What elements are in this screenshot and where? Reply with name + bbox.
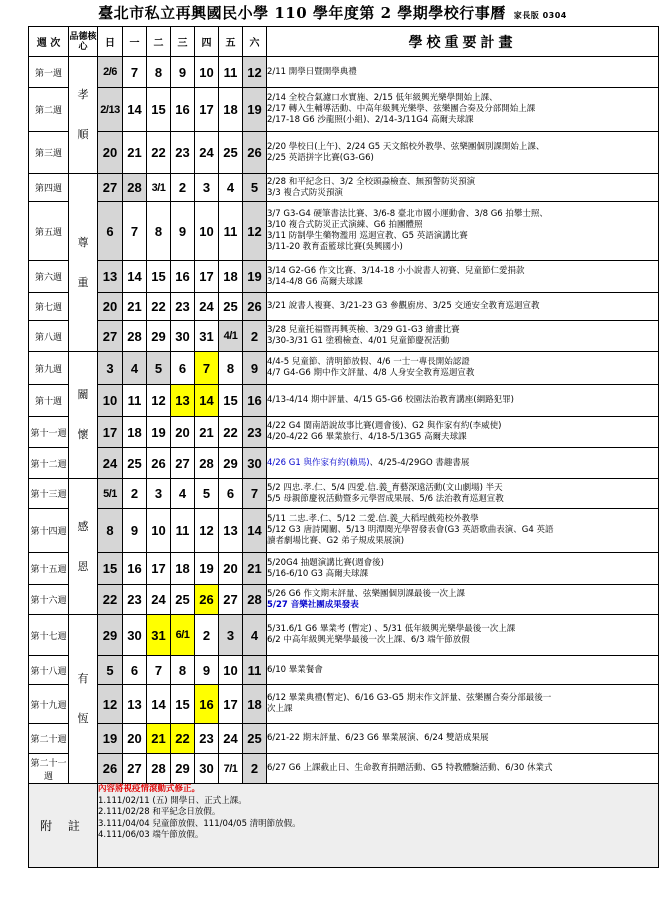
plan-line: 2/17 轉入生輔導活動、中高年級興光樂學、弦樂團合奏及分部開始上課 — [267, 104, 536, 114]
virtue-core — [69, 615, 98, 784]
date-cell: 11 — [171, 509, 195, 553]
date-cell: 20 — [219, 553, 243, 585]
date-cell: 8 — [219, 352, 243, 385]
week-row — [29, 685, 659, 724]
virtue-char: 尊 — [77, 235, 89, 249]
week-label: 第四週 — [29, 174, 69, 202]
plan-header: 學校重要計畫 — [267, 27, 659, 57]
week-label: 第十九週 — [29, 685, 69, 724]
plan-cell — [267, 174, 659, 202]
plan-line: 6/2 中高年級興光樂學最後一次上課、6/3 端午節放假 — [267, 635, 470, 645]
date-cell: 11 — [243, 656, 267, 685]
date-cell: 22 — [98, 585, 123, 615]
date-cell: 25 — [171, 585, 195, 615]
date-cell: 28 — [147, 754, 171, 784]
calendar-body — [29, 57, 659, 784]
date-cell: 30 — [123, 615, 147, 656]
week-row — [29, 174, 659, 202]
date-cell: 6 — [98, 202, 123, 261]
date-cell: 16 — [123, 553, 147, 585]
date-cell: 30 — [195, 754, 219, 784]
plan-cell — [267, 448, 659, 479]
week-row — [29, 553, 659, 585]
date-cell: 6/1 — [171, 615, 195, 656]
date-cell: 29 — [219, 448, 243, 479]
date-cell: 24 — [147, 585, 171, 615]
plan-line: 5/5 母親節慶祝活動暨多元學習成果展、5/6 法治教育巡迴宣教 — [267, 493, 504, 504]
date-cell: 20 — [123, 724, 147, 754]
date-cell: 16 — [195, 685, 219, 724]
date-cell: 29 — [147, 321, 171, 352]
date-cell: 19 — [243, 88, 267, 132]
virtue-char: 恩 — [77, 559, 89, 573]
week-label: 第八週 — [29, 321, 69, 352]
date-cell: 9 — [171, 202, 195, 261]
date-cell: 2 — [243, 321, 267, 352]
date-cell: 18 — [123, 417, 147, 448]
plan-cell — [267, 202, 659, 261]
school-calendar-table — [28, 26, 659, 868]
date-cell: 7/1 — [219, 754, 243, 784]
plan-cell — [267, 385, 659, 417]
header-row — [29, 27, 659, 57]
week-row — [29, 754, 659, 784]
date-cell: 3 — [147, 479, 171, 509]
plan-line: 5/16-6/10 G3 高爾夫球課 — [267, 568, 369, 579]
date-cell: 5 — [98, 656, 123, 685]
calendar-title — [0, 4, 665, 25]
week-header: 週 次 — [29, 27, 69, 57]
virtue-core — [69, 57, 98, 174]
week-row — [29, 448, 659, 479]
date-cell: 21 — [123, 132, 147, 174]
virtue-core — [69, 479, 98, 615]
date-cell: 16 — [171, 88, 195, 132]
week-label: 第五週 — [29, 202, 69, 261]
plan-line: 6/10 畢業餐會 — [267, 664, 323, 675]
date-cell: 6 — [123, 656, 147, 685]
date-cell: 14 — [195, 385, 219, 417]
virtue-char: 恆 — [77, 712, 89, 725]
week-row — [29, 509, 659, 553]
week-row — [29, 202, 659, 261]
day-header-wed: 三 — [171, 27, 195, 57]
week-row — [29, 321, 659, 352]
date-cell: 2/13 — [98, 88, 123, 132]
date-cell: 11 — [219, 202, 243, 261]
date-cell: 22 — [147, 293, 171, 321]
plan-line: 4/7 G4-G6 期中作文評量、4/8 人身安全教育巡迴宣教 — [267, 368, 475, 378]
date-cell: 14 — [147, 685, 171, 724]
day-header-sun: 日 — [98, 27, 123, 57]
notes-content — [98, 784, 659, 868]
date-cell: 24 — [98, 448, 123, 479]
week-row — [29, 57, 659, 88]
plan-line: 5/20G4 抽題演講比賽(週會後) — [267, 557, 384, 568]
date-cell: 20 — [98, 293, 123, 321]
date-cell: 29 — [171, 754, 195, 784]
date-cell: 25 — [219, 293, 243, 321]
note-item: 1.111/02/11 (五) 開學日、正式上課。 — [98, 795, 247, 806]
virtue-core — [69, 174, 98, 352]
week-row — [29, 585, 659, 615]
date-cell: 3 — [98, 352, 123, 385]
date-cell: 12 — [243, 202, 267, 261]
date-cell: 17 — [219, 685, 243, 724]
date-cell: 15 — [147, 88, 171, 132]
date-cell: 3 — [195, 174, 219, 202]
date-cell: 16 — [171, 261, 195, 293]
date-cell: 19 — [243, 261, 267, 293]
date-cell: 14 — [123, 88, 147, 132]
plan-line: 3/11-20 教育盃籃球比賽(吳興國小) — [267, 242, 403, 252]
date-cell: 16 — [243, 385, 267, 417]
date-cell: 5 — [147, 352, 171, 385]
date-cell: 5 — [195, 479, 219, 509]
week-label: 第十二週 — [29, 448, 69, 479]
date-cell: 7 — [123, 57, 147, 88]
week-row — [29, 615, 659, 656]
date-cell: 27 — [171, 448, 195, 479]
week-row — [29, 385, 659, 417]
date-cell: 27 — [98, 174, 123, 202]
plan-line: 6/27 G6 上課截止日、生命教育捐贈活動、G5 特教體驗活動、6/30 休業式 — [267, 763, 553, 773]
date-cell: 21 — [123, 293, 147, 321]
date-cell: 12 — [195, 509, 219, 553]
date-cell: 10 — [195, 57, 219, 88]
date-cell: 5/1 — [98, 479, 123, 509]
date-cell: 24 — [219, 724, 243, 754]
plan-cell — [267, 293, 659, 321]
virtue-char: 懷 — [77, 428, 89, 441]
date-cell: 4 — [123, 352, 147, 385]
plan-line: 2/28 和平紀念日、3/2 全校頭蝨檢查、無預警防災預演 — [267, 176, 476, 187]
week-label: 第六週 — [29, 261, 69, 293]
date-cell: 7 — [147, 656, 171, 685]
date-cell: 23 — [171, 293, 195, 321]
plan-highlight: 4/26 G1 與作家有約(賴馬) — [267, 457, 370, 468]
date-cell: 31 — [195, 321, 219, 352]
plan-line: 3/14 G2-G6 作文比賽、3/14-18 小小說書人初賽、兒童節仁愛捐款 — [267, 265, 525, 276]
day-header-fri: 五 — [219, 27, 243, 57]
date-cell: 10 — [219, 656, 243, 685]
virtue-char: 重 — [77, 275, 89, 289]
plan-line: 3/21 說書人複賽、3/21-23 G3 參觀廚房、3/25 交通安全教育巡迴宣教 — [267, 301, 540, 311]
date-cell: 2 — [243, 754, 267, 784]
plan-line: 4/4-5 兒童節、清明節放假、4/6 一士一專長開始認證 — [267, 357, 470, 367]
day-header-thu: 四 — [195, 27, 219, 57]
date-cell: 22 — [219, 417, 243, 448]
date-cell: 7 — [243, 479, 267, 509]
date-cell: 13 — [123, 685, 147, 724]
date-cell: 27 — [98, 321, 123, 352]
plan-line: 5/11 二忠.孝.仁、5/12 二愛.信.義_大稻埕戲苑校外教學 — [267, 514, 479, 524]
week-label: 第二十一週 — [29, 754, 69, 784]
plan-line: 2/11 開學日暨開學典禮 — [267, 66, 357, 77]
plan-line — [267, 458, 658, 469]
plan-line: 5/27 音樂社團成果發表 — [267, 599, 359, 610]
plan-line: 3/28 兒童托福暨再興英檢、3/29 G1-G3 繪畫比賽 — [267, 325, 460, 335]
date-cell: 24 — [195, 132, 219, 174]
date-cell: 27 — [219, 585, 243, 615]
date-cell: 25 — [123, 448, 147, 479]
plan-line: 2/17-18 G6 沙龍照(小組)、2/14-3/11G4 高爾夫球課 — [267, 115, 474, 125]
date-cell: 17 — [147, 553, 171, 585]
date-cell: 15 — [219, 385, 243, 417]
plan-cell — [267, 352, 659, 385]
virtue-char: 孝 — [77, 88, 89, 101]
date-cell: 12 — [98, 685, 123, 724]
date-cell: 2/6 — [98, 57, 123, 88]
plan-cell — [267, 724, 659, 754]
notes-row — [29, 784, 659, 868]
week-row — [29, 656, 659, 685]
note-item: 3.111/04/04 兒童節放假、111/04/05 清明節放假。 — [98, 818, 301, 829]
virtue-core — [69, 352, 98, 479]
week-label: 第十一週 — [29, 417, 69, 448]
date-cell: 14 — [243, 509, 267, 553]
virtue-char: 感 — [77, 519, 89, 533]
plan-line: 5/31.6/1 G6 畢業考 (暫定) 、5/31 低年級興光樂學最後一次上課 — [267, 624, 516, 634]
plan-cell — [267, 585, 659, 615]
date-cell: 10 — [195, 202, 219, 261]
date-cell: 15 — [171, 685, 195, 724]
virtue-char: 順 — [77, 128, 89, 141]
date-cell: 15 — [98, 553, 123, 585]
date-cell: 12 — [147, 385, 171, 417]
week-label: 第十四週 — [29, 509, 69, 553]
date-cell: 2 — [123, 479, 147, 509]
plan-line: 4/13-4/14 期中評量、4/15 G5-G6 校園法治教育講座(網路犯罪) — [267, 395, 514, 405]
virtue-char: 關 — [77, 388, 89, 401]
week-row — [29, 132, 659, 174]
week-label: 第三週 — [29, 132, 69, 174]
date-cell: 20 — [171, 417, 195, 448]
date-cell: 8 — [147, 57, 171, 88]
date-cell: 15 — [147, 261, 171, 293]
date-cell: 28 — [123, 174, 147, 202]
plan-cell — [267, 57, 659, 88]
week-label: 第九週 — [29, 352, 69, 385]
week-label: 第十六週 — [29, 585, 69, 615]
date-cell: 9 — [171, 57, 195, 88]
date-cell: 14 — [123, 261, 147, 293]
week-label: 第十七週 — [29, 615, 69, 656]
date-cell: 5 — [243, 174, 267, 202]
plan-cell — [267, 656, 659, 685]
date-cell: 18 — [219, 261, 243, 293]
version-label: 家長版 0304 — [513, 11, 567, 20]
plan-cell — [267, 479, 659, 509]
plan-line: 2/25 英語拼字比賽(G3-G6) — [267, 152, 374, 163]
week-row — [29, 724, 659, 754]
date-cell: 3/1 — [147, 174, 171, 202]
plan-line: 4/22 G4 閩南語說故事比賽(週會後)、G2 與作家有約(李威使) — [267, 421, 502, 431]
date-cell: 4 — [243, 615, 267, 656]
title-text: 臺北市私立再興國民小學 110 學年度第 2 學期學校行事曆 — [98, 4, 506, 22]
date-cell: 11 — [219, 57, 243, 88]
plan-cell — [267, 553, 659, 585]
date-cell: 17 — [195, 88, 219, 132]
virtue-header: 品德核心 — [69, 27, 98, 57]
plan-cell — [267, 321, 659, 352]
date-cell: 25 — [219, 132, 243, 174]
notes-label: 附 註 — [29, 784, 98, 868]
plan-cell — [267, 754, 659, 784]
date-cell: 25 — [243, 724, 267, 754]
plan-cell — [267, 615, 659, 656]
week-label: 第十週 — [29, 385, 69, 417]
week-label: 第一週 — [29, 57, 69, 88]
plan-line: 4/20-4/22 G6 畢業旅行、4/18-5/13G5 高爾夫球課 — [267, 432, 467, 442]
date-cell: 4 — [219, 174, 243, 202]
date-cell: 21 — [195, 417, 219, 448]
date-cell: 21 — [147, 724, 171, 754]
plan-line: 3/10 複合式防災正式演練、G6 拍團體照 — [267, 220, 423, 230]
date-cell: 28 — [123, 321, 147, 352]
week-label: 第二週 — [29, 88, 69, 132]
date-cell: 10 — [98, 385, 123, 417]
date-cell: 7 — [123, 202, 147, 261]
date-cell: 31 — [147, 615, 171, 656]
plan-line: 3/14-4/8 G6 高爾夫球課 — [267, 276, 363, 287]
date-cell: 6 — [171, 352, 195, 385]
date-cell: 17 — [98, 417, 123, 448]
date-cell: 23 — [195, 724, 219, 754]
day-header-sat: 六 — [243, 27, 267, 57]
plan-line: 2/14 全校合氣濾口水實施、2/15 低年級興光樂學開始上課、 — [267, 93, 498, 103]
date-cell: 19 — [98, 724, 123, 754]
date-cell: 13 — [219, 509, 243, 553]
date-cell: 26 — [98, 754, 123, 784]
date-cell: 11 — [123, 385, 147, 417]
date-cell: 28 — [243, 585, 267, 615]
virtue-char: 有 — [77, 672, 89, 685]
date-cell: 22 — [171, 724, 195, 754]
date-cell: 24 — [195, 293, 219, 321]
date-cell: 26 — [195, 585, 219, 615]
date-cell: 9 — [195, 656, 219, 685]
week-row — [29, 88, 659, 132]
plan-cell — [267, 417, 659, 448]
date-cell: 18 — [171, 553, 195, 585]
plan-line: 讀者劇場比賽、G2 弟子規成果展演) — [267, 536, 405, 546]
date-cell: 2 — [195, 615, 219, 656]
date-cell: 8 — [147, 202, 171, 261]
date-cell: 29 — [98, 615, 123, 656]
date-cell: 23 — [243, 417, 267, 448]
date-cell: 23 — [171, 132, 195, 174]
plan-line: 3/3 複合式防災預演 — [267, 187, 343, 198]
plan-cell — [267, 261, 659, 293]
date-cell: 27 — [123, 754, 147, 784]
date-cell: 10 — [147, 509, 171, 553]
notes-warning: 內容將視疫情滾動式修正。 — [98, 784, 201, 794]
date-cell: 28 — [195, 448, 219, 479]
plan-cell — [267, 509, 659, 553]
plan-line: 3/11 防制學生藥物濫用 巡迴宣教、G5 英語演講比賽 — [267, 231, 468, 241]
date-cell: 26 — [243, 293, 267, 321]
date-cell: 21 — [243, 553, 267, 585]
plan-line: 5/26 G6 作文期末評量、弦樂團個別課最後一次上課 — [267, 588, 465, 599]
date-cell: 13 — [98, 261, 123, 293]
date-cell: 9 — [123, 509, 147, 553]
week-row — [29, 293, 659, 321]
date-cell: 22 — [147, 132, 171, 174]
date-cell: 6 — [219, 479, 243, 509]
date-cell: 19 — [147, 417, 171, 448]
plan-line: 6/12 畢業典禮(暫定)、6/16 G3-G5 期末作文評量、弦樂團合奏分部最後一 — [267, 693, 552, 703]
week-row — [29, 261, 659, 293]
date-cell: 19 — [195, 553, 219, 585]
date-cell: 20 — [98, 132, 123, 174]
date-cell: 7 — [195, 352, 219, 385]
date-cell: 8 — [171, 656, 195, 685]
plan-line: 3/30-3/31 G1 塗鴉檢查、4/01 兒童節慶祝活動 — [267, 336, 450, 346]
week-label: 第十五週 — [29, 553, 69, 585]
plan-text: 、4/25-4/29GO 書趣書展 — [369, 457, 470, 468]
date-cell: 30 — [243, 448, 267, 479]
plan-cell — [267, 685, 659, 724]
plan-line: 5/2 四忠.孝.仁、5/4 四愛.信.義_育藝深遠活動(文山劇場) 半天 — [267, 482, 503, 493]
date-cell: 4/1 — [219, 321, 243, 352]
week-row — [29, 352, 659, 385]
week-label: 第十八週 — [29, 656, 69, 685]
day-header-tue: 二 — [147, 27, 171, 57]
date-cell: 17 — [195, 261, 219, 293]
date-cell: 18 — [243, 685, 267, 724]
date-cell: 18 — [219, 88, 243, 132]
plan-line: 2/20 學校日(上午)、2/24 G5 天文館校外教學、弦樂團個別課開始上課、 — [267, 141, 545, 152]
date-cell: 12 — [243, 57, 267, 88]
week-label: 第二十週 — [29, 724, 69, 754]
date-cell: 26 — [147, 448, 171, 479]
week-label: 第十三週 — [29, 479, 69, 509]
date-cell: 23 — [123, 585, 147, 615]
date-cell: 13 — [171, 385, 195, 417]
date-cell: 4 — [171, 479, 195, 509]
date-cell: 8 — [98, 509, 123, 553]
day-header-mon: 一 — [123, 27, 147, 57]
date-cell: 3 — [219, 615, 243, 656]
note-item: 4.111/06/03 端午節放假。 — [98, 830, 204, 840]
plan-cell — [267, 132, 659, 174]
plan-cell — [267, 88, 659, 132]
plan-line: 6/21-22 期末評量、6/23 G6 畢業展演、6/24 雙語成果展 — [267, 733, 489, 743]
date-cell: 26 — [243, 132, 267, 174]
date-cell: 2 — [171, 174, 195, 202]
date-cell: 30 — [171, 321, 195, 352]
week-row — [29, 417, 659, 448]
date-cell: 9 — [243, 352, 267, 385]
week-label: 第七週 — [29, 293, 69, 321]
plan-line: 5/12 G3 唐詩闖關、5/13 明潭閱光學習發表會(G3 英語歌曲表演、G4 英語 — [267, 525, 554, 535]
plan-line: 3/7 G3-G4 硬筆書法比賽、3/6-8 臺北市國小運動會、3/8 G6 拍攀士照、 — [267, 209, 548, 219]
note-item: 2.111/02/28 和平紀念日放假。 — [98, 807, 221, 817]
plan-line: 次上課 — [267, 704, 293, 714]
week-row — [29, 479, 659, 509]
